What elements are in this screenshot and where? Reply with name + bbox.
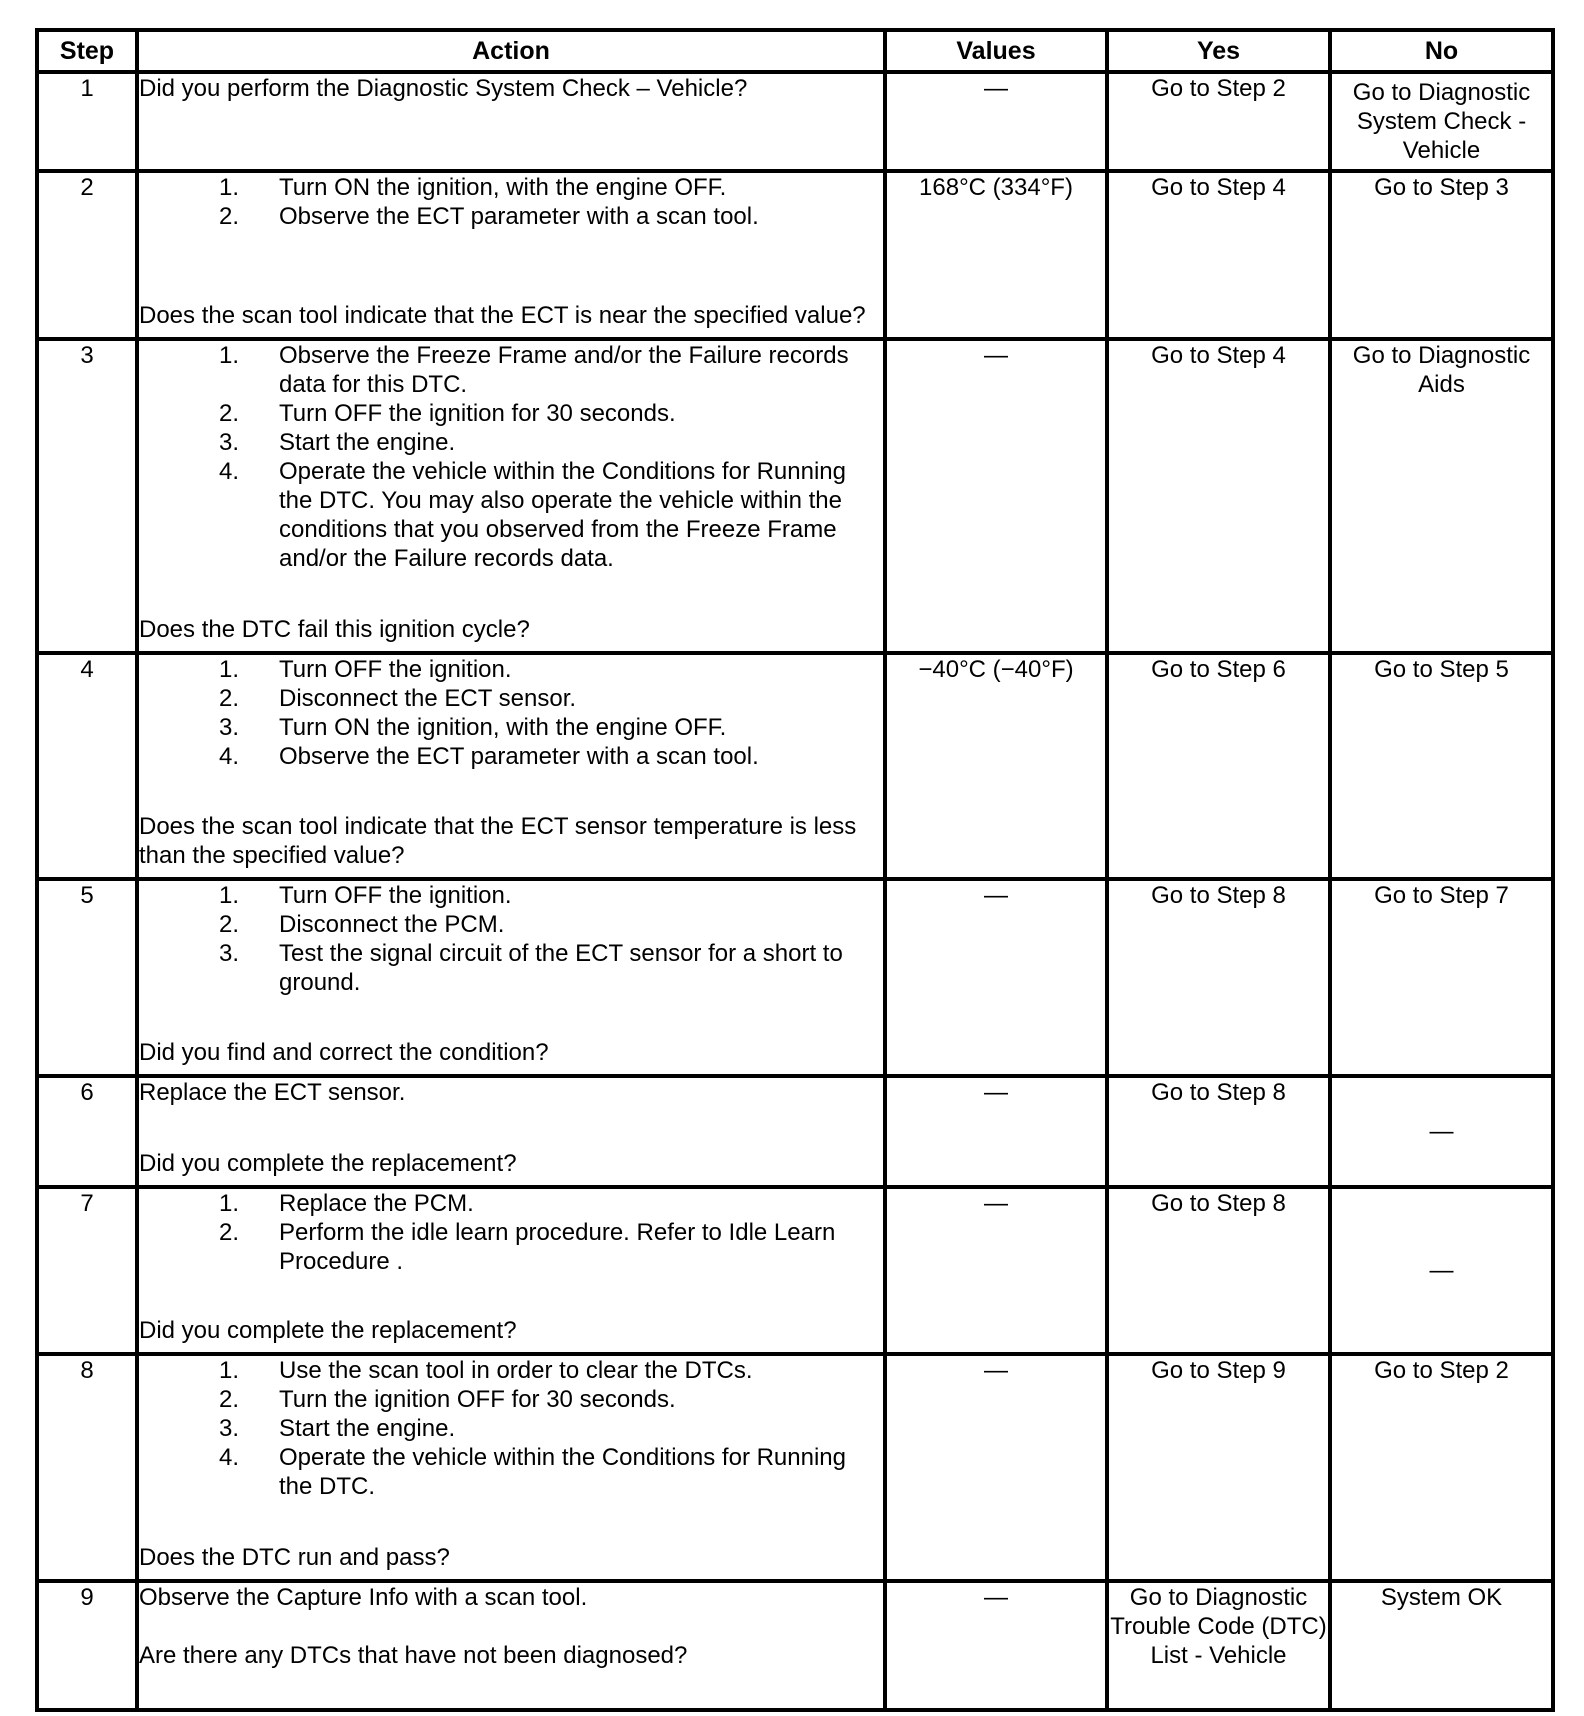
- action-cell: [137, 171, 885, 339]
- table-row: [37, 1076, 1553, 1187]
- action-question: Does the DTC fail this ignition cycle?: [139, 616, 530, 643]
- value-cell: 168°C (334°F): [885, 171, 1107, 339]
- no-cell: Go to Diagnostic Aids: [1330, 339, 1553, 653]
- no-cell: Go to Step 3: [1330, 171, 1553, 339]
- action-cell: [137, 72, 885, 171]
- table-row: [37, 653, 1553, 879]
- no-cell: Go to Step 7: [1330, 879, 1553, 1076]
- value-cell: —: [885, 1076, 1107, 1187]
- list-item: 1. Replace the PCM.: [218, 1190, 474, 1217]
- list-item: 4. Operate the vehicle within the Conditions for Running the DTC. You may also operate the vehicle within the conditions that you observed from the Freeze Frame and/or the Failure records data.: [218, 458, 846, 572]
- table-row: [37, 171, 1553, 339]
- action-cell: [137, 1354, 885, 1581]
- yes-cell: Go to Diagnostic Trouble Code (DTC) List - Vehicle: [1107, 1581, 1330, 1710]
- list-item: 4. Operate the vehicle within the Conditions for Running the DTC.: [218, 1444, 846, 1500]
- action-question: Did you find and correct the condition?: [139, 1039, 549, 1066]
- list-item: 3. Start the engine.: [218, 429, 456, 456]
- header-step: Step: [37, 30, 137, 72]
- table-row: [37, 879, 1553, 1076]
- list-item: 2. Disconnect the PCM.: [218, 911, 505, 938]
- diagnostic-table: [35, 28, 1555, 1712]
- action-cell: [137, 1076, 885, 1187]
- header-no: No: [1330, 30, 1553, 72]
- no-cell: Go to Diagnostic System Check - Vehicle: [1330, 72, 1553, 171]
- action-question: Did you complete the replacement?: [139, 1317, 517, 1344]
- list-item: 3. Test the signal circuit of the ECT sensor for a short to ground.: [218, 940, 843, 996]
- table-header-row: [37, 30, 1553, 72]
- action-cell: [137, 339, 885, 653]
- list-item: 2. Perform the idle learn procedure. Refer to Idle Learn Procedure .: [218, 1219, 836, 1275]
- no-cell: Go to Step 5: [1330, 653, 1553, 879]
- action-lead: Replace the ECT sensor.: [139, 1079, 406, 1106]
- no-cell: —: [1330, 1076, 1553, 1187]
- table-row: [37, 1354, 1553, 1581]
- step-number: 6: [37, 1076, 137, 1187]
- list-item: 4. Observe the ECT parameter with a scan tool.: [218, 743, 759, 770]
- no-cell: —: [1330, 1187, 1553, 1354]
- yes-cell: Go to Step 8: [1107, 879, 1330, 1076]
- action-question: Are there any DTCs that have not been diagnosed?: [139, 1642, 688, 1669]
- table-row: [37, 339, 1553, 653]
- list-item: 2. Disconnect the ECT sensor.: [218, 685, 577, 712]
- yes-cell: Go to Step 4: [1107, 339, 1330, 653]
- value-cell: —: [885, 1354, 1107, 1581]
- list-item: 3. Start the engine.: [218, 1415, 456, 1442]
- list-item: 1. Observe the Freeze Frame and/or the Failure records data for this DTC.: [218, 342, 849, 398]
- value-cell: −40°C (−40°F): [885, 653, 1107, 879]
- action-cell: [137, 653, 885, 879]
- list-item: 1. Turn OFF the ignition.: [218, 656, 512, 683]
- action-question: Does the DTC run and pass?: [139, 1544, 450, 1571]
- action-question: Does the scan tool indicate that the ECT is near the specified value?: [139, 302, 866, 329]
- step-number: 2: [37, 171, 137, 339]
- action-cell: [137, 879, 885, 1076]
- header-values: Values: [885, 30, 1107, 72]
- value-cell: —: [885, 1581, 1107, 1710]
- yes-cell: Go to Step 6: [1107, 653, 1330, 879]
- action-cell: [137, 1581, 885, 1710]
- list-item: 2. Turn OFF the ignition for 30 seconds.: [218, 400, 676, 427]
- table-row: [37, 1581, 1553, 1710]
- action-steps: [139, 1189, 883, 1276]
- step-number: 1: [37, 72, 137, 171]
- yes-cell: Go to Step 9: [1107, 1354, 1330, 1581]
- value-cell: —: [885, 879, 1107, 1076]
- header-action: Action: [137, 30, 885, 72]
- list-item: 2. Observe the ECT parameter with a scan tool.: [218, 203, 759, 230]
- action-cell: [137, 1187, 885, 1354]
- action-question: Did you perform the Diagnostic System Check – Vehicle?: [139, 75, 748, 102]
- yes-cell: Go to Step 2: [1107, 72, 1330, 171]
- action-steps: [139, 881, 883, 997]
- action-question: Did you complete the replacement?: [139, 1150, 517, 1177]
- value-cell: —: [885, 72, 1107, 171]
- action-steps: [139, 341, 883, 573]
- table-row: [37, 1187, 1553, 1354]
- list-item: 1. Turn ON the ignition, with the engine OFF.: [218, 174, 727, 201]
- yes-cell: Go to Step 8: [1107, 1187, 1330, 1354]
- value-cell: —: [885, 1187, 1107, 1354]
- table-row: [37, 72, 1553, 171]
- list-item: 3. Turn ON the ignition, with the engine OFF.: [218, 714, 727, 741]
- list-item: 2. Turn the ignition OFF for 30 seconds.: [218, 1386, 676, 1413]
- no-cell: Go to Step 2: [1330, 1354, 1553, 1581]
- yes-cell: Go to Step 8: [1107, 1076, 1330, 1187]
- list-item: 1. Turn OFF the ignition.: [218, 882, 512, 909]
- action-lead: Observe the Capture Info with a scan tool.: [139, 1584, 588, 1611]
- step-number: 4: [37, 653, 137, 879]
- list-item: 1. Use the scan tool in order to clear the DTCs.: [218, 1357, 753, 1384]
- action-question: Does the scan tool indicate that the ECT sensor temperature is less than the specified value?: [139, 813, 857, 869]
- step-number: 8: [37, 1354, 137, 1581]
- step-number: 9: [37, 1581, 137, 1710]
- step-number: 5: [37, 879, 137, 1076]
- step-number: 7: [37, 1187, 137, 1354]
- value-cell: —: [885, 339, 1107, 653]
- step-number: 3: [37, 339, 137, 653]
- no-cell: System OK: [1330, 1581, 1553, 1710]
- yes-cell: Go to Step 4: [1107, 171, 1330, 339]
- action-steps: [139, 1356, 883, 1501]
- action-steps: [139, 173, 883, 231]
- header-yes: Yes: [1107, 30, 1330, 72]
- action-steps: [139, 655, 883, 771]
